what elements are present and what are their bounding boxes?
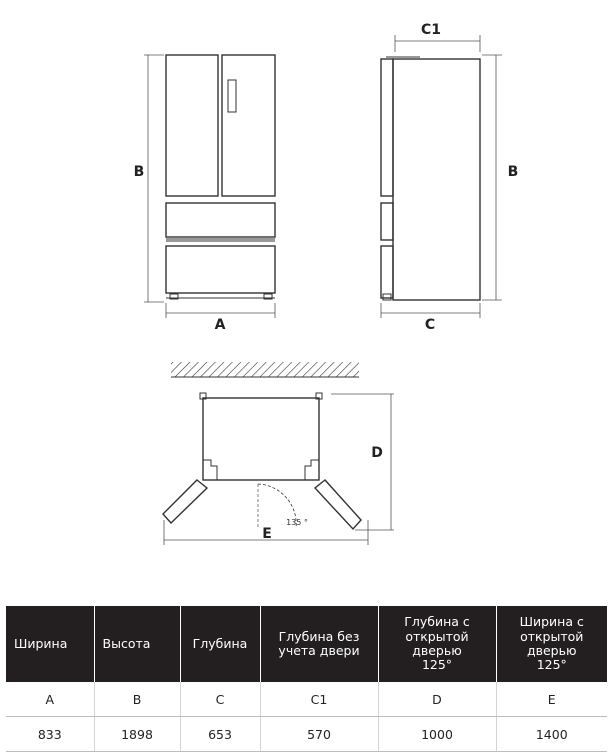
side-lower-drawer [381,246,393,298]
table-header-row [6,606,607,682]
label-height-b: B [133,164,145,180]
label-depth-c1: C1 [420,22,442,38]
table-cell: 1898 [94,717,180,752]
header-width-open-door: Ширина с открытой дверью 125° [496,606,607,682]
table-cell: 1400 [496,717,607,752]
front-top-drawer [166,203,275,237]
side-dimension-lines [381,35,502,318]
wall-hatching [171,362,359,377]
top-left-open-door [163,480,207,523]
table-row-values [6,717,607,752]
table-cell: D [378,682,496,717]
front-view [166,55,275,299]
table-cell: C [180,682,260,717]
top-cabinet [203,398,319,480]
front-bottom-drawer [166,246,275,293]
table-cell: 1000 [378,717,496,752]
table-cell: B [94,682,180,717]
top-view [163,393,361,529]
front-gap-strip [166,238,275,242]
label-open-width-e: E [262,526,272,542]
front-handle-display [228,80,236,112]
label-depth-c: C [424,317,436,333]
header-depth-no-door: Глубина без учета двери [260,606,378,682]
header-depth-open-door: Глубина с открытой дверью 125° [378,606,496,682]
table-cell: 833 [6,717,94,752]
table-cell: 570 [260,717,378,752]
table-cell: C1 [260,682,378,717]
label-open-depth-d: D [371,445,383,461]
header-height: Высота [94,606,180,682]
table-cell: 653 [180,717,260,752]
table-cell: A [6,682,94,717]
side-middle-drawer [381,203,393,240]
label-width-a: A [214,317,226,333]
front-dimension-lines [144,55,275,318]
label-door-angle: 135 ° [286,518,308,527]
header-width: Ширина [6,606,94,682]
side-upper-door [381,59,393,196]
table-row-letters [6,682,607,717]
side-view [381,57,480,300]
dimensions-table [6,606,607,752]
side-body [393,59,480,300]
table-cell: E [496,682,607,717]
header-depth: Глубина [180,606,260,682]
top-right-open-door [315,480,361,529]
label-height-b-side: B [507,164,519,180]
front-left-door [166,55,218,196]
front-right-door [222,55,275,196]
